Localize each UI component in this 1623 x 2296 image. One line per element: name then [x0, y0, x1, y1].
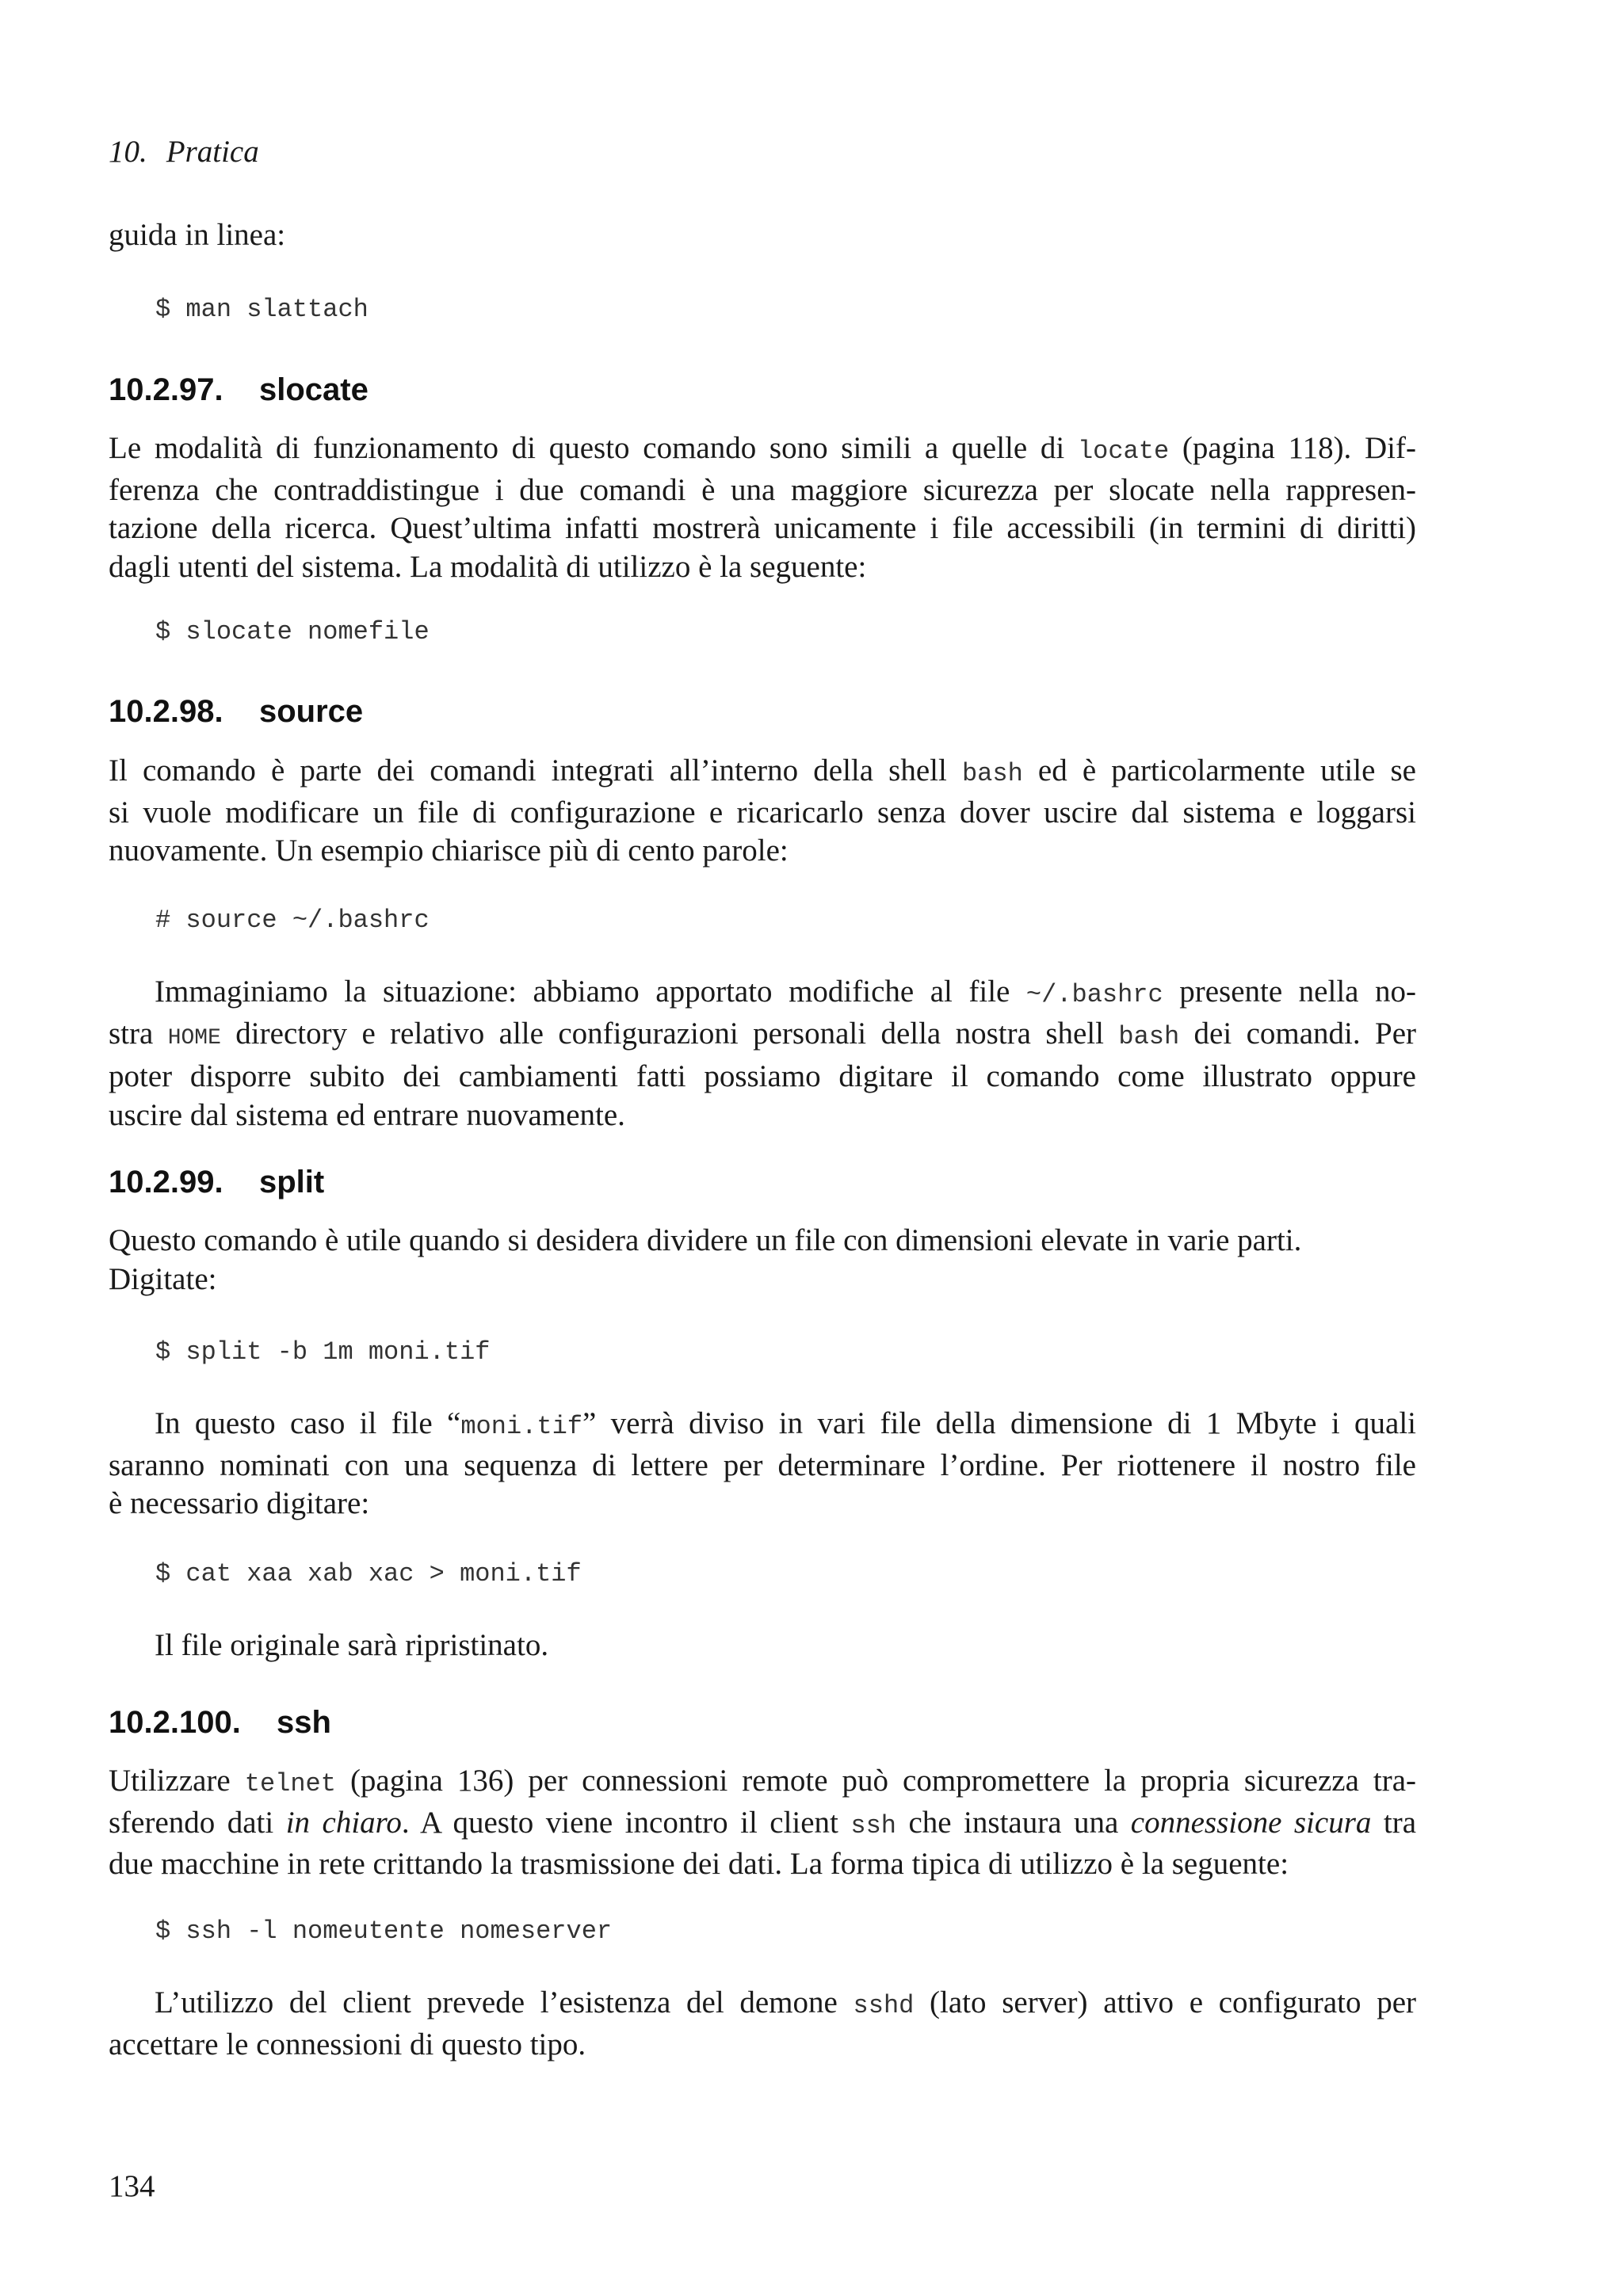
text-line: Digitate:	[109, 1261, 217, 1296]
paragraph	[109, 1405, 1416, 1524]
inline-code: moni.tif	[460, 1412, 582, 1441]
page-number: 134	[109, 2169, 155, 2203]
section-number: 10.2.100.	[109, 1705, 241, 1740]
text-line: si vuole modificare un file di configurazione e ricaricarlo senza dover uscire dal sistema e loggarsi	[109, 795, 1416, 830]
text-line: nuovamente. Un esempio chiarisce più di cento parole:	[109, 833, 789, 868]
section-number: 10.2.99.	[109, 1165, 223, 1199]
inline-code: ~/.bashrc	[1025, 980, 1163, 1009]
intro-paragraph: guida in linea:	[109, 218, 286, 252]
section-heading	[109, 692, 363, 730]
inline-code: sshd	[853, 1991, 915, 2020]
inline-code: bash	[1118, 1021, 1180, 1051]
paragraph	[109, 752, 1416, 871]
text-line: Questo comando è utile quando si desidera dividere un file con dimensioni elevate in varie parti.	[109, 1223, 1302, 1257]
paragraph	[109, 1984, 1416, 2064]
code-block: $ ssh -l nomeutente nomeserver	[155, 1917, 613, 1946]
section-number: 10.2.98.	[109, 694, 223, 729]
paragraph	[109, 1762, 1416, 1884]
running-header	[109, 133, 259, 171]
text-line: Le modalità di funzionamento di questo comando sono simili a quelle di locate (pagina 118). Dif-	[109, 431, 1416, 466]
code-block: $ cat xaa xab xac > moni.tif	[155, 1559, 582, 1589]
text-line: è necessario digitare:	[109, 1486, 370, 1520]
text-line: dagli utenti del sistema. La modalità di utilizzo è la seguente:	[109, 549, 867, 584]
emphasis: connessione sicura	[1130, 1805, 1372, 1840]
text-line: L’utilizzo del client prevede l’esistenza del demone sshd (lato server) attivo e configurato per	[155, 1985, 1417, 2020]
section-title: source	[259, 694, 364, 729]
inline-code: ssh	[850, 1810, 896, 1840]
text-line: ferenza che contraddistingue i due comandi è una maggiore sicurezza per slocate nella rappresen-	[109, 472, 1416, 507]
text-line: tazione della ricerca. Quest’ultima infatti mostrerà unicamente i file accessibili (in termini di diritti)	[109, 511, 1416, 545]
section-heading	[109, 371, 369, 409]
inline-code: locate	[1077, 437, 1170, 466]
text-line: Utilizzare telnet (pagina 136) per connessioni remote può compromettere la propria sicurezza tra-	[109, 1764, 1416, 1798]
section-heading	[109, 1163, 324, 1201]
text-line: saranno nominati con una sequenza di lettere per determinare l’ordine. Per riottenere il nostro file	[109, 1447, 1416, 1482]
text-line: Il comando è parte dei comandi integrati all’interno della shell bash ed è particolarmente utile se	[109, 753, 1416, 788]
text-line: sferendo dati in chiaro. A questo viene incontro il client ssh che instaura una connessione sicura tra	[109, 1805, 1416, 1840]
section-title: ssh	[277, 1705, 331, 1740]
section-title: slocate	[259, 372, 369, 407]
text-line: poter disporre subito dei cambiamenti fatti possiamo digitare il comando come illustrato oppure	[109, 1059, 1416, 1093]
text-line: stra HOME directory e relativo alle configurazioni personali della nostra shell bash dei comandi. Per	[109, 1016, 1416, 1051]
inline-code: telnet	[244, 1769, 336, 1798]
code-block: $ man slattach	[155, 295, 369, 324]
paragraph	[109, 429, 1416, 586]
text-line: In questo caso il file “moni.tif” verrà diviso in vari file della dimensione di 1 Mbyte i quali	[155, 1406, 1416, 1441]
code-block: # source ~/.bashrc	[155, 906, 430, 935]
chapter-title: Pratica	[166, 135, 259, 169]
chapter-number: 10.	[109, 135, 147, 169]
section-title: split	[259, 1165, 325, 1199]
paragraph	[109, 1222, 1416, 1299]
text-line: Immaginiamo la situazione: abbiamo apportato modifiche al file ~/.bashrc presente nella no-	[155, 974, 1416, 1009]
inline-code: HOME	[167, 1025, 221, 1051]
section-heading	[109, 1703, 331, 1741]
inline-code: bash	[961, 759, 1023, 788]
text-line: uscire dal sistema ed entrare nuovamente.	[109, 1097, 625, 1132]
paragraph	[109, 973, 1416, 1135]
emphasis: in chiaro	[285, 1805, 402, 1840]
code-block: $ slocate nomefile	[155, 617, 430, 646]
text-line: accettare le connessioni di questo tipo.	[109, 2027, 586, 2061]
code-block: $ split -b 1m moni.tif	[155, 1337, 491, 1367]
section-number: 10.2.97.	[109, 372, 223, 407]
paragraph: Il file originale sarà ripristinato.	[155, 1628, 549, 1662]
text-line: due macchine in rete crittando la trasmissione dei dati. La forma tipica di utilizzo è la seguente:	[109, 1847, 1289, 1881]
